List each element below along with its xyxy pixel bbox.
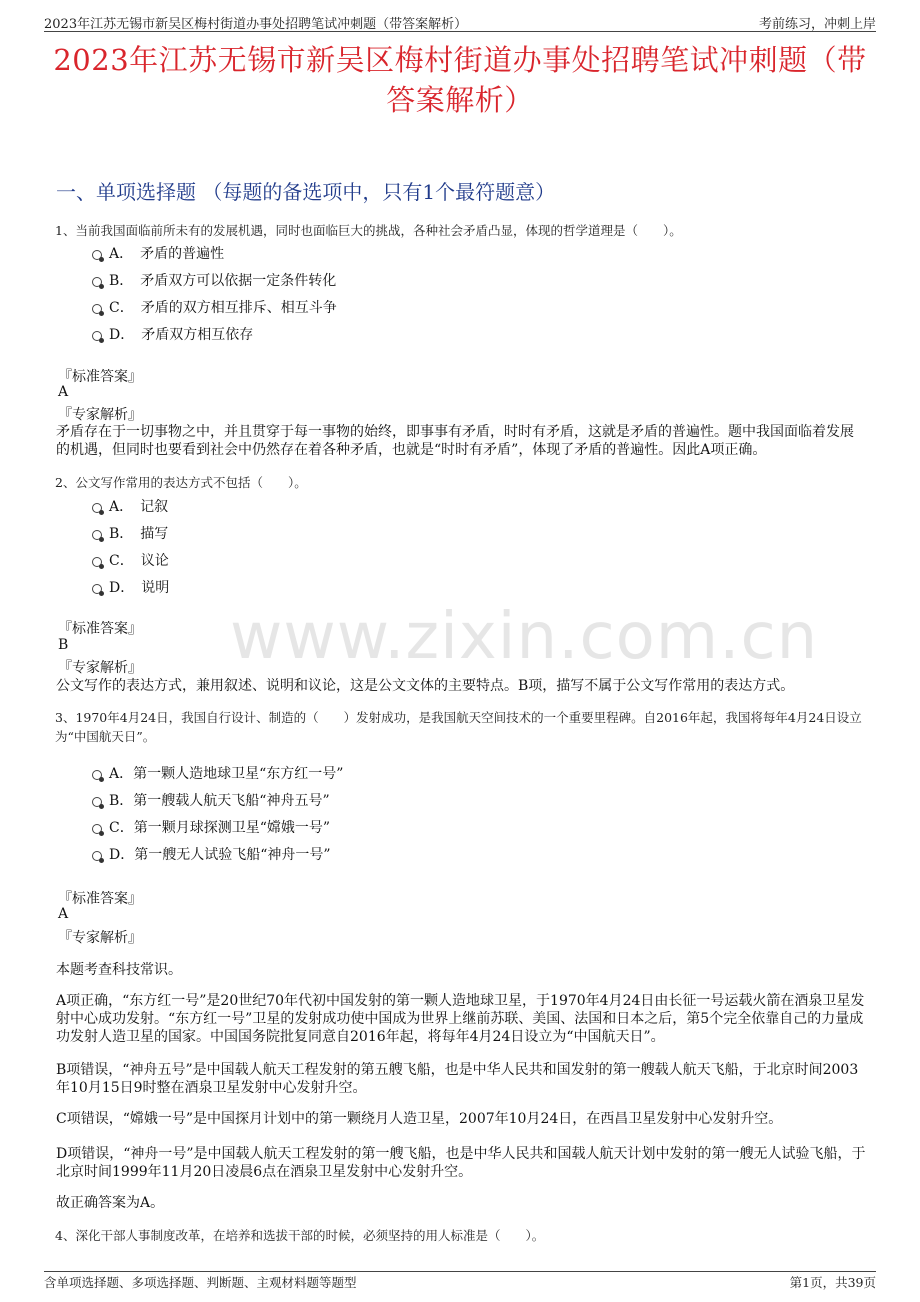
question-3-option-c[interactable]: C．第一颗月球探测卫星“嫦娥一号” bbox=[92, 817, 330, 837]
question-3-stem: 3、1970年4月24日，我国自行设计、制造的（ ）发射成功，是我国航天空间技术的一个重要里程碑。自2016年起，我国将每年4月24日设立为“中国航天日”。 bbox=[55, 710, 862, 744]
question-3-answer: A bbox=[58, 906, 69, 922]
question-3-analysis-d: D项错误，“神舟一号”是中国载人航天工程发射的第一艘飞船，也是中华人民共和国载人航天计划中发射的第一艘无人试验飞船，于北京时间1999年11月20日凌晨6点在酒泉卫星发射中心发射升空。 bbox=[56, 1146, 866, 1180]
radio-icon[interactable] bbox=[92, 557, 102, 567]
section-heading: 一、单项选择题 （每题的备选项中，只有1个最符题意） bbox=[56, 180, 556, 204]
question-2-stem: 2、公文写作常用的表达方式不包括（ ）。 bbox=[55, 475, 307, 490]
radio-icon[interactable] bbox=[92, 277, 102, 287]
question-3-analysis-label: 『专家解析』 bbox=[58, 930, 142, 946]
question-3-analysis-b: B项错误，“神舟五号”是中国载人航天工程发射的第五艘飞船，也是中华人民共和国发射的第一艘载人航天飞船，于北京时间2003年10月15日9时整在酒泉卫星发射中心发射升空。 bbox=[56, 1062, 859, 1096]
document-title: 2023年江苏无锡市新吴区梅村街道办事处招聘笔试冲刺题（带答案解析） bbox=[53, 43, 867, 117]
question-2-analysis: 公文写作的表达方式，兼用叙述、说明和议论，这是公文文体的主要特点。B项，描写不属于公文写作常用的表达方式。 bbox=[56, 678, 795, 694]
question-2-answer: B bbox=[58, 637, 69, 653]
question-1-analysis-label: 『专家解析』 bbox=[58, 407, 142, 423]
question-1-analysis: 矛盾存在于一切事物之中，并且贯穿于每一事物的始终，即事事有矛盾，时时有矛盾，这就是矛盾的普遍性。题中我国面临着发展的机遇，但同时也要看到社会中仍然存在着各种矛盾，也就是“时时有矛盾”，体现了矛盾的普遍性。因此A项正确。 bbox=[56, 424, 854, 458]
question-4-stem: 4、深化干部人事制度改革，在培养和选拔干部的时候，必须坚持的用人标准是（ ）。 bbox=[55, 1228, 545, 1243]
question-3-answer-label: 『标准答案』 bbox=[58, 891, 142, 907]
question-1-answer-label: 『标准答案』 bbox=[58, 369, 142, 385]
question-3-analysis-intro: 本题考查科技常识。 bbox=[56, 962, 182, 978]
radio-icon[interactable] bbox=[92, 503, 102, 513]
radio-icon[interactable] bbox=[92, 851, 102, 861]
question-2-option-d[interactable]: D． 说明 bbox=[92, 577, 169, 597]
header-slogan: 考前练习，冲刺上岸 bbox=[758, 17, 876, 32]
radio-icon[interactable] bbox=[92, 250, 102, 260]
question-3-analysis-c: C项错误，“嫦娥一号”是中国探月计划中的第一颗绕月人造卫星，2007年10月24日，在西昌卫星发射中心发射升空。 bbox=[56, 1111, 783, 1127]
question-2-answer-label: 『标准答案』 bbox=[58, 621, 142, 637]
question-1-option-b[interactable]: B． 矛盾双方可以依据一定条件转化 bbox=[92, 270, 336, 290]
radio-icon[interactable] bbox=[92, 530, 102, 540]
radio-icon[interactable] bbox=[92, 797, 102, 807]
radio-icon[interactable] bbox=[92, 770, 102, 780]
question-1-answer: A bbox=[58, 384, 69, 400]
question-1-option-d[interactable]: D． 矛盾双方相互依存 bbox=[92, 324, 253, 344]
question-1-stem: 1、当前我国面临前所未有的发展机遇，同时也面临巨大的挑战，各种社会矛盾凸显，体现的哲学道理是（ ）。 bbox=[55, 223, 682, 238]
question-1-option-c[interactable]: C． 矛盾的双方相互排斥、相互斗争 bbox=[92, 297, 337, 317]
question-3-option-d[interactable]: D．第一艘无人试验飞船“神舟一号” bbox=[92, 844, 331, 864]
page-header bbox=[44, 10, 876, 32]
footer-divider bbox=[44, 1271, 876, 1272]
question-2-option-a[interactable]: A． 记叙 bbox=[92, 496, 168, 516]
footer-question-types: 含单项选择题、多项选择题、判断题、主观材料题等题型 bbox=[44, 1275, 357, 1290]
question-3-analysis-a: A项正确，“东方红一号”是20世纪70年代初中国发射的第一颗人造地球卫星，于1970年4月24日由长征一号运载火箭在酒泉卫星发射中心成功发射。“东方红一号”卫星的发射成功使中国成为世界上继前苏联、美国、法国和日本之后，第5个完全依靠自己的力量成功发射人造卫星的国家。中国国务院批复同意自2016年起，将每年4月24日设立为“中国航天日”。 bbox=[56, 993, 865, 1045]
question-2-analysis-label: 『专家解析』 bbox=[58, 660, 142, 676]
radio-icon[interactable] bbox=[92, 304, 102, 314]
radio-icon[interactable] bbox=[92, 824, 102, 834]
radio-icon[interactable] bbox=[92, 584, 102, 594]
question-3-option-a[interactable]: A．第一颗人造地球卫星“东方红一号” bbox=[92, 763, 343, 783]
question-3-conclusion: 故正确答案为A。 bbox=[56, 1195, 165, 1211]
footer-page-number: 第1页，共39页 bbox=[789, 1275, 876, 1290]
question-2-option-c[interactable]: C． 议论 bbox=[92, 550, 169, 570]
question-3-option-b[interactable]: B．第一艘载人航天飞船“神舟五号” bbox=[92, 790, 330, 810]
watermark: www.zixin.com.cn bbox=[230, 600, 819, 674]
header-doc-title: 2023年江苏无锡市新吴区梅村街道办事处招聘笔试冲刺题（带答案解析） bbox=[44, 17, 468, 32]
header-divider bbox=[44, 31, 876, 32]
question-1-option-a[interactable]: A． 矛盾的普遍性 bbox=[92, 243, 224, 263]
radio-icon[interactable] bbox=[92, 331, 102, 341]
question-2-option-b[interactable]: B． 描写 bbox=[92, 523, 168, 543]
